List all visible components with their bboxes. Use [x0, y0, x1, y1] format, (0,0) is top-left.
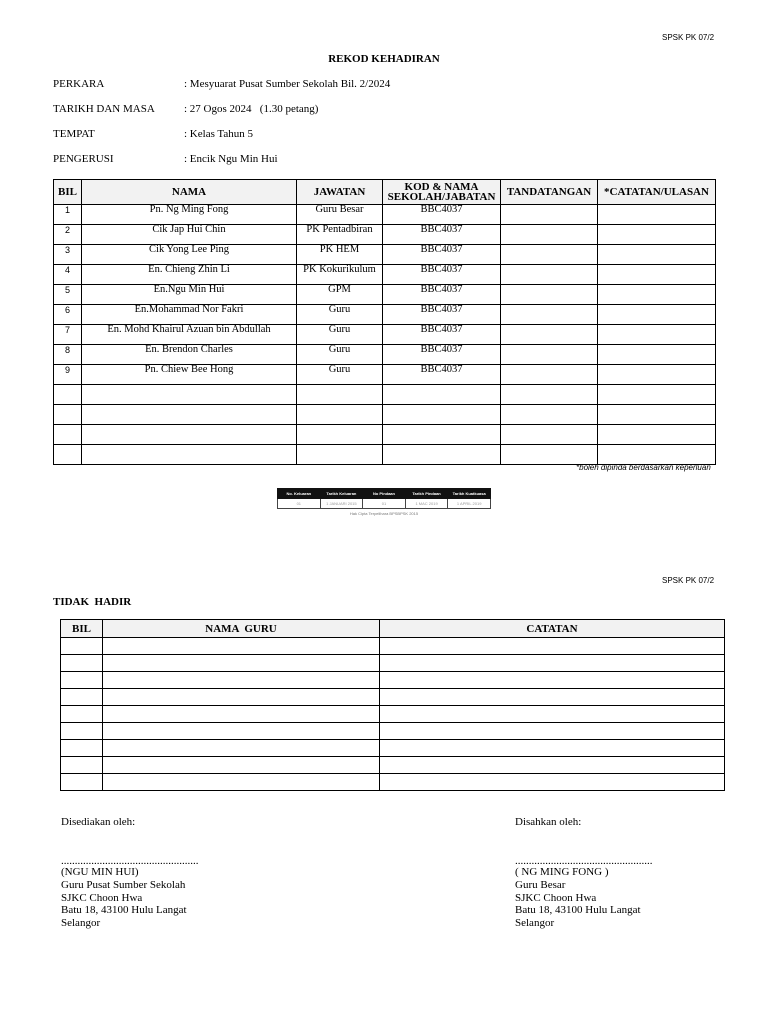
row-nama: Cik Yong Lee Ping	[82, 245, 297, 265]
row-kod: BBC4037	[383, 265, 501, 285]
empty-cell	[82, 445, 297, 465]
empty-cell	[61, 689, 103, 706]
row-bil: 4	[54, 265, 82, 285]
empty-cell	[54, 405, 82, 425]
row-tandatangan	[501, 325, 598, 345]
row-catatan	[598, 245, 716, 265]
empty-cell	[380, 757, 725, 774]
row-bil: 1	[54, 205, 82, 225]
control-value-row	[278, 499, 491, 509]
empty-cell	[103, 757, 380, 774]
row-nama: En.Ngu Min Hui	[82, 285, 297, 305]
attendance-row	[54, 205, 716, 225]
pengerusi-label: PENGERUSI	[53, 153, 114, 165]
approved-name: ( NG MING FONG )	[515, 866, 609, 878]
empty-cell	[297, 445, 383, 465]
row-jawatan: PK Pentadbiran	[297, 225, 383, 245]
empty-cell	[383, 405, 501, 425]
row-jawatan: Guru	[297, 305, 383, 325]
empty-cell	[598, 405, 716, 425]
empty-cell	[598, 425, 716, 445]
absent-empty-row	[61, 638, 725, 655]
empty-cell	[383, 385, 501, 405]
attendance-empty-row	[54, 385, 716, 405]
empty-cell	[380, 689, 725, 706]
empty-cell	[103, 740, 380, 757]
row-tandatangan	[501, 225, 598, 245]
row-nama: En.Mohammad Nor Fakri	[82, 305, 297, 325]
empty-cell	[61, 723, 103, 740]
empty-cell	[501, 405, 598, 425]
approved-school: SJKC Choon Hwa	[515, 891, 597, 904]
empty-cell	[297, 405, 383, 425]
header-nama: NAMA	[82, 180, 297, 205]
row-bil: 9	[54, 365, 82, 385]
empty-cell	[297, 385, 383, 405]
empty-cell	[103, 723, 380, 740]
control-value: 01	[363, 499, 406, 509]
attendance-row	[54, 225, 716, 245]
row-nama: Pn. Chiew Bee Hong	[82, 365, 297, 385]
empty-cell	[61, 672, 103, 689]
absent-empty-row	[61, 723, 725, 740]
attendance-empty-row	[54, 425, 716, 445]
header-kod: KOD & NAMA SEKOLAH/JABATAN	[383, 180, 501, 205]
control-header: Tarikh Kuatkuasa	[448, 489, 491, 499]
row-catatan	[598, 265, 716, 285]
absent-empty-row	[61, 757, 725, 774]
row-jawatan: PK Kokurikulum	[297, 265, 383, 285]
row-nama: Pn. Ng Ming Fong	[82, 205, 297, 225]
empty-cell	[61, 655, 103, 672]
empty-cell	[54, 445, 82, 465]
row-catatan	[598, 305, 716, 325]
row-tandatangan	[501, 305, 598, 325]
approved-position: Guru Besar	[515, 878, 566, 891]
row-kod: BBC4037	[383, 345, 501, 365]
control-value: 1 MAC 2019	[405, 499, 448, 509]
empty-cell	[501, 385, 598, 405]
empty-cell	[501, 425, 598, 445]
empty-cell	[103, 774, 380, 791]
tarikh-label: TARIKH DAN MASA	[53, 103, 155, 115]
prepared-name: (NGU MIN HUI)	[61, 866, 139, 878]
control-value: 01	[278, 499, 321, 509]
row-tandatangan	[501, 265, 598, 285]
control-header: Tarikh Pindaan	[405, 489, 448, 499]
row-bil: 6	[54, 305, 82, 325]
tempat-label: TEMPAT	[53, 128, 95, 140]
empty-cell	[380, 774, 725, 791]
row-jawatan: Guru	[297, 325, 383, 345]
approved-address: Batu 18, 43100 Hulu Langat	[515, 904, 641, 917]
prepared-by-block	[61, 866, 187, 930]
row-bil: 3	[54, 245, 82, 265]
row-kod: BBC4037	[383, 285, 501, 305]
prepared-by-label: Disediakan oleh:	[61, 816, 136, 828]
empty-cell	[598, 385, 716, 405]
attendance-row	[54, 305, 716, 325]
row-tandatangan	[501, 365, 598, 385]
row-nama: En. Brendon Charles	[82, 345, 297, 365]
attendance-empty-row	[54, 405, 716, 425]
attendance-header-row	[54, 180, 716, 205]
form-code: SPSK PK 07/2	[662, 33, 715, 42]
control-value: 1 JANUARI 2015	[320, 499, 363, 509]
approved-signature-line: ..................................................	[515, 855, 653, 867]
pengerusi-value: : Encik Ngu Min Hui	[184, 153, 278, 165]
absent-empty-row	[61, 655, 725, 672]
copyright-caption: Hak Cipta Terpelihara BPSBPSK 2015	[349, 511, 419, 516]
empty-cell	[380, 706, 725, 723]
row-jawatan: Guru Besar	[297, 205, 383, 225]
form-code-page-2: SPSK PK 07/2	[662, 576, 715, 585]
approved-by-block	[515, 866, 641, 930]
row-nama: En. Mohd Khairul Azuan bin Abdullah	[82, 325, 297, 345]
perkara-label: PERKARA	[53, 78, 105, 90]
attendance-row	[54, 365, 716, 385]
empty-cell	[103, 689, 380, 706]
empty-cell	[380, 740, 725, 757]
row-tandatangan	[501, 285, 598, 305]
attendance-row	[54, 285, 716, 305]
row-kod: BBC4037	[383, 205, 501, 225]
header-jawatan: JAWATAN	[297, 180, 383, 205]
amendment-note: *boleh dipinda berdasarkan keperluan	[576, 463, 711, 472]
absent-empty-row	[61, 706, 725, 723]
empty-cell	[380, 655, 725, 672]
empty-cell	[61, 706, 103, 723]
header-bil: BIL	[54, 180, 82, 205]
row-kod: BBC4037	[383, 245, 501, 265]
absent-header-catatan: CATATAN	[380, 620, 725, 638]
row-kod: BBC4037	[383, 305, 501, 325]
prepared-state: Selangor	[61, 917, 101, 930]
empty-cell	[61, 740, 103, 757]
row-bil: 5	[54, 285, 82, 305]
prepared-position: Guru Pusat Sumber Sekolah	[61, 878, 186, 891]
row-catatan	[598, 325, 716, 345]
row-bil: 7	[54, 325, 82, 345]
row-jawatan: GPM	[297, 285, 383, 305]
absent-header-nama: NAMA GURU	[103, 620, 380, 638]
empty-cell	[383, 425, 501, 445]
row-bil: 2	[54, 225, 82, 245]
header-tandatangan: TANDATANGAN	[501, 180, 598, 205]
row-kod: BBC4037	[383, 225, 501, 245]
approved-state: Selangor	[515, 917, 555, 930]
empty-cell	[380, 723, 725, 740]
document-control-table	[277, 488, 491, 509]
control-header-row	[278, 489, 491, 499]
empty-cell	[380, 638, 725, 655]
empty-cell	[103, 672, 380, 689]
control-value: 1 APRIL 2019	[448, 499, 491, 509]
empty-cell	[380, 672, 725, 689]
empty-cell	[82, 425, 297, 445]
prepared-signature-line: ..................................................	[61, 855, 199, 867]
prepared-school: SJKC Choon Hwa	[61, 891, 143, 904]
attendance-row	[54, 345, 716, 365]
row-catatan	[598, 205, 716, 225]
row-tandatangan	[501, 345, 598, 365]
control-header: No Pindaan	[363, 489, 406, 499]
attendance-row	[54, 325, 716, 345]
attendance-empty-row	[54, 445, 716, 465]
empty-cell	[103, 638, 380, 655]
absent-empty-row	[61, 672, 725, 689]
absent-header-row	[61, 620, 725, 638]
empty-cell	[103, 655, 380, 672]
row-tandatangan	[501, 205, 598, 225]
row-jawatan: Guru	[297, 365, 383, 385]
row-kod: BBC4037	[383, 325, 501, 345]
empty-cell	[383, 445, 501, 465]
row-catatan	[598, 285, 716, 305]
absent-empty-row	[61, 689, 725, 706]
attendance-row	[54, 245, 716, 265]
approved-by-label: Disahkan oleh:	[515, 816, 582, 828]
empty-cell	[54, 385, 82, 405]
control-header: No. Keluaran	[278, 489, 321, 499]
row-jawatan: PK HEM	[297, 245, 383, 265]
absent-empty-row	[61, 740, 725, 757]
row-nama: Cik Jap Hui Chin	[82, 225, 297, 245]
perkara-value: : Mesyuarat Pusat Sumber Sekolah Bil. 2/2024	[184, 78, 391, 90]
prepared-address: Batu 18, 43100 Hulu Langat	[61, 904, 187, 917]
absent-header-bil: BIL	[61, 620, 103, 638]
empty-cell	[82, 405, 297, 425]
absent-table	[60, 619, 725, 791]
document-title: REKOD KEHADIRAN	[328, 53, 440, 65]
empty-cell	[54, 425, 82, 445]
empty-cell	[61, 638, 103, 655]
empty-cell	[61, 757, 103, 774]
attendance-row	[54, 265, 716, 285]
tempat-value: : Kelas Tahun 5	[184, 128, 253, 140]
empty-cell	[501, 445, 598, 465]
row-nama: En. Chieng Zhin Li	[82, 265, 297, 285]
attendance-table	[53, 179, 716, 465]
row-catatan	[598, 225, 716, 245]
empty-cell	[82, 385, 297, 405]
empty-cell	[103, 706, 380, 723]
header-catatan: *CATATAN/ULASAN	[598, 180, 716, 205]
empty-cell	[297, 425, 383, 445]
absent-title: TIDAK HADIR	[53, 596, 132, 608]
row-tandatangan	[501, 245, 598, 265]
row-jawatan: Guru	[297, 345, 383, 365]
empty-cell	[598, 445, 716, 465]
control-header: Tarikh Keluaran	[320, 489, 363, 499]
row-kod: BBC4037	[383, 365, 501, 385]
row-catatan	[598, 345, 716, 365]
empty-cell	[61, 774, 103, 791]
absent-empty-row	[61, 774, 725, 791]
row-bil: 8	[54, 345, 82, 365]
tarikh-value: : 27 Ogos 2024 (1.30 petang)	[184, 103, 319, 115]
row-catatan	[598, 365, 716, 385]
